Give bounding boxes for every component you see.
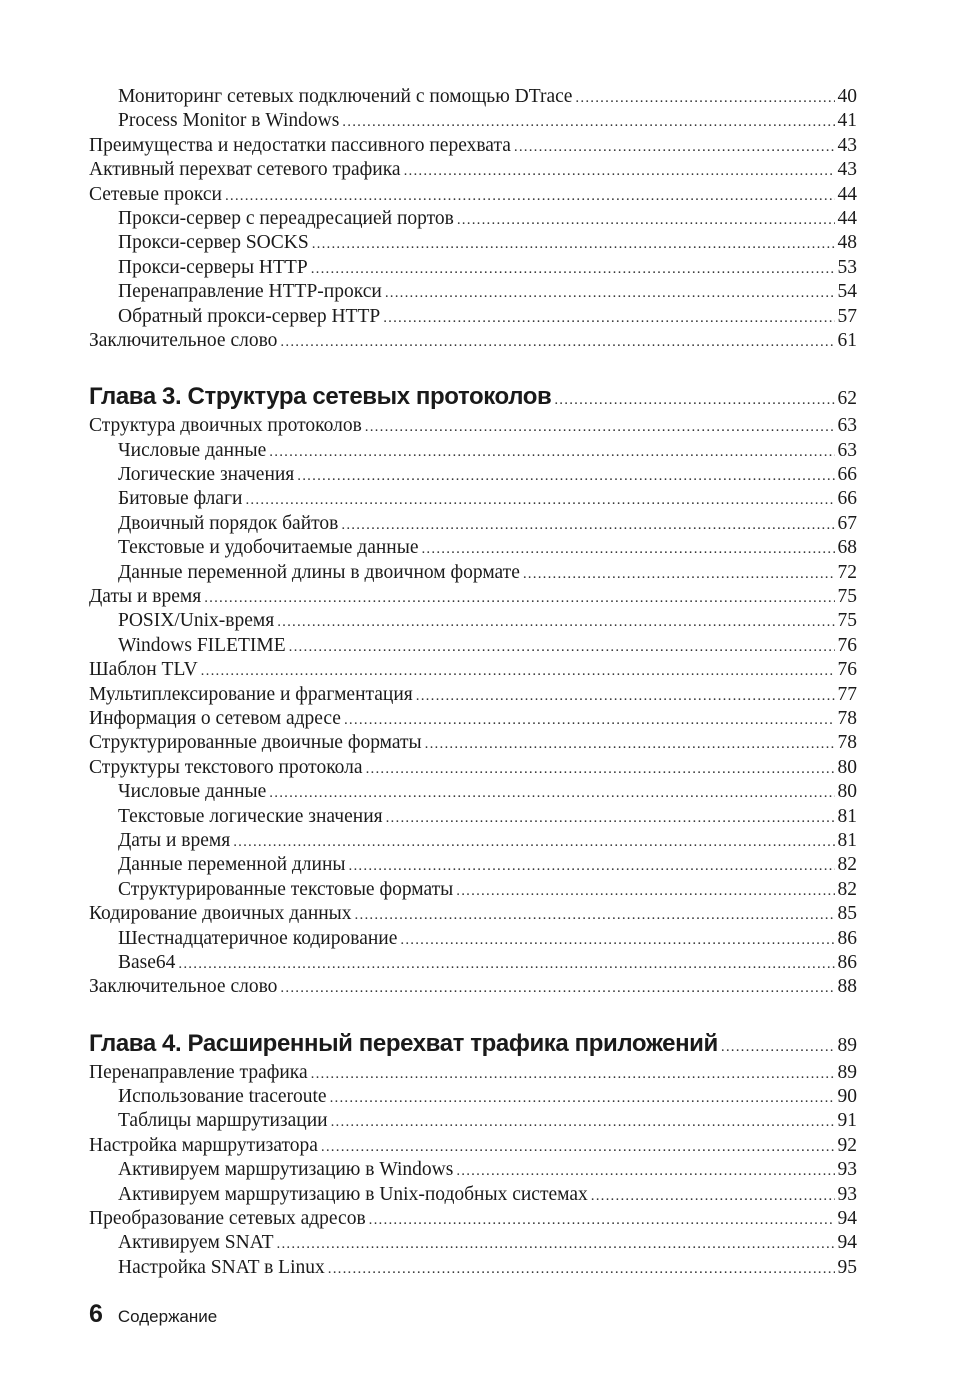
toc-entry <box>89 256 857 280</box>
toc-entry-title: Таблицы маршрутизации <box>118 1110 328 1132</box>
toc-entry <box>89 1158 857 1182</box>
toc-entry-page: 82 <box>837 878 857 900</box>
toc-entry-title: Битовые флаги <box>118 488 243 510</box>
toc-entry-title: Шаблон TLV <box>89 659 198 681</box>
toc-entry <box>89 1134 857 1158</box>
toc-entry <box>89 780 857 804</box>
dot-leader <box>178 952 835 976</box>
dot-leader <box>280 330 835 354</box>
dot-leader <box>201 659 835 683</box>
toc-entry-page: 95 <box>837 1256 857 1278</box>
toc-entry-page: 67 <box>837 512 857 534</box>
toc-entry-title: Активируем маршрутизацию в Windows <box>118 1159 454 1181</box>
dot-leader <box>355 903 835 927</box>
toc-entry-title: Двоичный порядок байтов <box>118 512 339 534</box>
dot-leader <box>280 976 835 1000</box>
toc-entry-page: 78 <box>837 732 857 754</box>
toc-entry-page: 66 <box>837 464 857 486</box>
toc-entry-page: 43 <box>837 159 857 181</box>
toc-entry-title: Заключительное слово <box>89 329 278 351</box>
toc-entry-page: 78 <box>837 707 857 729</box>
toc-entry-page: 44 <box>837 183 857 205</box>
toc-entry <box>89 1061 857 1085</box>
dot-leader <box>289 635 835 659</box>
toc-entry <box>89 585 857 609</box>
toc-entry <box>89 414 857 438</box>
toc-entry <box>89 658 857 682</box>
toc-entry-title: Активируем SNAT <box>118 1232 274 1254</box>
toc-entry <box>89 463 857 487</box>
dot-leader <box>349 854 835 878</box>
toc-entry <box>89 1256 857 1280</box>
toc-entry <box>89 902 857 926</box>
toc-entry-title: Process Monitor в Windows <box>118 110 340 132</box>
toc-entry-page: 92 <box>837 1134 857 1156</box>
toc-entry-title: Числовые данные <box>118 439 267 461</box>
dot-leader <box>457 208 835 232</box>
toc-entry <box>89 829 857 853</box>
toc-entry <box>89 439 857 463</box>
dot-leader <box>344 708 835 732</box>
dot-leader <box>328 1257 835 1281</box>
toc-entry <box>89 512 857 536</box>
dot-leader <box>233 830 835 854</box>
toc-entry-page: 54 <box>837 281 857 303</box>
toc-entry-page: 76 <box>837 634 857 656</box>
dot-leader <box>721 1032 835 1062</box>
toc-entry <box>89 756 857 780</box>
toc-entry-title: Преимущества и недостатки пассивного перехвата <box>89 134 511 156</box>
toc-entry-page: 86 <box>837 927 857 949</box>
dot-leader <box>400 928 835 952</box>
toc-entry-title: Информация о сетевом адресе <box>89 707 341 729</box>
toc-entry-page: 66 <box>837 488 857 510</box>
dot-leader <box>425 732 835 756</box>
dot-leader <box>523 562 835 586</box>
toc-entry-page: 89 <box>837 1061 857 1083</box>
toc-entry-title: Прокси-серверы HTTP <box>118 256 308 278</box>
toc-entry-page: 93 <box>837 1159 857 1181</box>
dot-leader <box>297 464 835 488</box>
dot-leader <box>514 135 835 159</box>
dot-leader <box>321 1135 835 1159</box>
toc-entry-page: 81 <box>837 829 857 851</box>
toc-entry-page: 91 <box>837 1110 857 1132</box>
toc-entry-page: 61 <box>837 329 857 351</box>
toc-entry-title: Данные переменной длины в двоичном формате <box>118 561 520 583</box>
dot-leader <box>416 684 835 708</box>
page-number: 6 <box>89 1300 103 1328</box>
toc-entry-title: Использование traceroute <box>118 1086 327 1108</box>
dot-leader <box>591 1184 835 1208</box>
toc-entry-title: Сетевые прокси <box>89 183 222 205</box>
toc-entry-page: 40 <box>837 86 857 107</box>
toc-entry-title: Мониторинг сетевых подключений с помощью DTrace <box>118 86 573 107</box>
running-header-section: Содержание <box>117 1307 218 1326</box>
page-footer <box>89 1300 217 1329</box>
toc-entry-page: 77 <box>837 683 857 705</box>
toc-entry-title: Структуры текстового протокола <box>89 756 363 778</box>
toc-chapter-heading <box>89 1029 857 1059</box>
dot-leader <box>366 757 835 781</box>
toc-entry-title: Числовые данные <box>118 781 267 803</box>
toc-entry-page: 94 <box>837 1232 857 1254</box>
toc-entry-page: 41 <box>837 110 857 132</box>
toc-entry <box>89 134 857 158</box>
table-of-contents <box>89 85 857 1280</box>
toc-entry <box>89 878 857 902</box>
toc-entry-title: Заключительное слово <box>89 976 278 998</box>
toc-entry <box>89 561 857 585</box>
toc-entry-title: Логические значения <box>118 464 295 486</box>
toc-entry <box>89 853 857 877</box>
toc-entry-page: 82 <box>837 854 857 876</box>
dot-leader <box>554 385 835 415</box>
toc-entry-title: Настройка маршрутизатора <box>89 1134 318 1156</box>
toc-entry-page: 94 <box>837 1208 857 1230</box>
dot-leader <box>204 586 835 610</box>
dot-leader <box>269 440 835 464</box>
dot-leader <box>225 184 835 208</box>
dot-leader <box>269 781 835 805</box>
toc-entry <box>89 329 857 353</box>
dot-leader <box>456 1159 835 1183</box>
toc-entry-page: 75 <box>837 586 857 608</box>
toc-entry-title: Кодирование двоичных данных <box>89 903 352 925</box>
dot-leader <box>383 306 835 330</box>
toc-entry-page: 53 <box>837 256 857 278</box>
toc-entry-page: 63 <box>837 439 857 461</box>
dot-leader <box>575 86 835 110</box>
toc-entry-page: 81 <box>837 805 857 827</box>
toc-entry <box>89 1183 857 1207</box>
toc-entry-title: Прокси-сервер с переадресацией портов <box>118 207 454 229</box>
dot-leader <box>385 281 835 305</box>
toc-entry-page: 43 <box>837 134 857 156</box>
toc-chapter-heading <box>89 382 857 412</box>
toc-entry-title: Даты и время <box>89 586 202 608</box>
toc-entry-page: 44 <box>837 207 857 229</box>
toc-entry-title: Base64 <box>118 951 176 973</box>
toc-entry-title: Данные переменной длины <box>118 854 346 876</box>
dot-leader <box>311 1062 835 1086</box>
toc-entry-title: Структурированные двоичные форматы <box>89 732 422 754</box>
toc-entry-page: 90 <box>837 1086 857 1108</box>
toc-entry <box>89 634 857 658</box>
dot-leader <box>404 159 835 183</box>
toc-entry <box>89 305 857 329</box>
toc-entry <box>89 1231 857 1255</box>
toc-entry-title: POSIX/Unix-время <box>118 610 275 632</box>
dot-leader <box>311 257 835 281</box>
toc-entry <box>89 1109 857 1133</box>
toc-entry-page: 76 <box>837 659 857 681</box>
toc-entry-title: Текстовые и удобочитаемые данные <box>118 537 419 559</box>
toc-entry-title: Глава 3. Структура сетевых протоколов <box>89 383 552 411</box>
toc-entry-title: Текстовые логические значения <box>118 805 383 827</box>
toc-entry-page: 89 <box>837 1034 857 1056</box>
toc-entry-title: Активный перехват сетевого трафика <box>89 159 401 181</box>
dot-leader <box>365 415 835 439</box>
toc-entry <box>89 231 857 255</box>
dot-leader <box>386 806 835 830</box>
toc-entry <box>89 280 857 304</box>
dot-leader <box>277 610 835 634</box>
toc-entry <box>89 183 857 207</box>
dot-leader <box>342 110 835 134</box>
toc-entry <box>89 975 857 999</box>
toc-entry-page: 63 <box>837 415 857 437</box>
toc-entry-page: 75 <box>837 610 857 632</box>
toc-entry <box>89 109 857 133</box>
toc-entry <box>89 158 857 182</box>
toc-entry <box>89 536 857 560</box>
toc-entry <box>89 609 857 633</box>
toc-entry <box>89 683 857 707</box>
toc-entry-title: Структурированные текстовые форматы <box>118 878 454 900</box>
toc-entry-title: Перенаправление трафика <box>89 1061 308 1083</box>
toc-entry-page: 72 <box>837 561 857 583</box>
toc-entry <box>89 85 857 109</box>
toc-entry-title: Даты и время <box>118 829 231 851</box>
dot-leader <box>331 1110 835 1134</box>
dot-leader <box>421 537 835 561</box>
toc-entry-page: 57 <box>837 305 857 327</box>
toc-entry-page: 48 <box>837 232 857 254</box>
toc-entry-title: Шестнадцатеричное кодирование <box>118 927 398 949</box>
toc-entry-title: Преобразование сетевых адресов <box>89 1208 366 1230</box>
toc-entry <box>89 731 857 755</box>
toc-entry-page: 80 <box>837 756 857 778</box>
toc-entry <box>89 207 857 231</box>
toc-entry-page: 80 <box>837 781 857 803</box>
toc-entry <box>89 951 857 975</box>
toc-entry-page: 85 <box>837 903 857 925</box>
toc-entry-page: 68 <box>837 537 857 559</box>
toc-entry <box>89 1207 857 1231</box>
dot-leader <box>330 1086 835 1110</box>
dot-leader <box>369 1208 835 1232</box>
toc-entry-title: Мультиплексирование и фрагментация <box>89 683 413 705</box>
dot-leader <box>341 513 835 537</box>
toc-entry-title: Обратный прокси-сервер HTTP <box>118 305 381 327</box>
toc-entry <box>89 1085 857 1109</box>
toc-entry-title: Прокси-сервер SOCKS <box>118 232 309 254</box>
toc-entry <box>89 805 857 829</box>
toc-entry-page: 86 <box>837 951 857 973</box>
dot-leader <box>245 488 835 512</box>
toc-entry-title: Активируем маршрутизацию в Unix-подобных системах <box>118 1183 588 1205</box>
toc-entry-page: 93 <box>837 1183 857 1205</box>
dot-leader <box>312 232 835 256</box>
toc-entry-title: Настройка SNAT в Linux <box>118 1256 325 1278</box>
toc-entry-title: Глава 4. Расширенный перехват трафика приложений <box>89 1029 718 1057</box>
toc-entry-page: 88 <box>837 976 857 998</box>
toc-entry <box>89 487 857 511</box>
toc-entry-title: Перенаправление HTTP-прокси <box>118 281 382 303</box>
toc-entry-page: 62 <box>837 388 857 410</box>
dot-leader <box>277 1232 835 1256</box>
toc-entry <box>89 927 857 951</box>
toc-entry <box>89 707 857 731</box>
dot-leader <box>456 879 835 903</box>
toc-entry-title: Windows FILETIME <box>118 634 286 656</box>
toc-entry-title: Структура двоичных протоколов <box>89 415 362 437</box>
